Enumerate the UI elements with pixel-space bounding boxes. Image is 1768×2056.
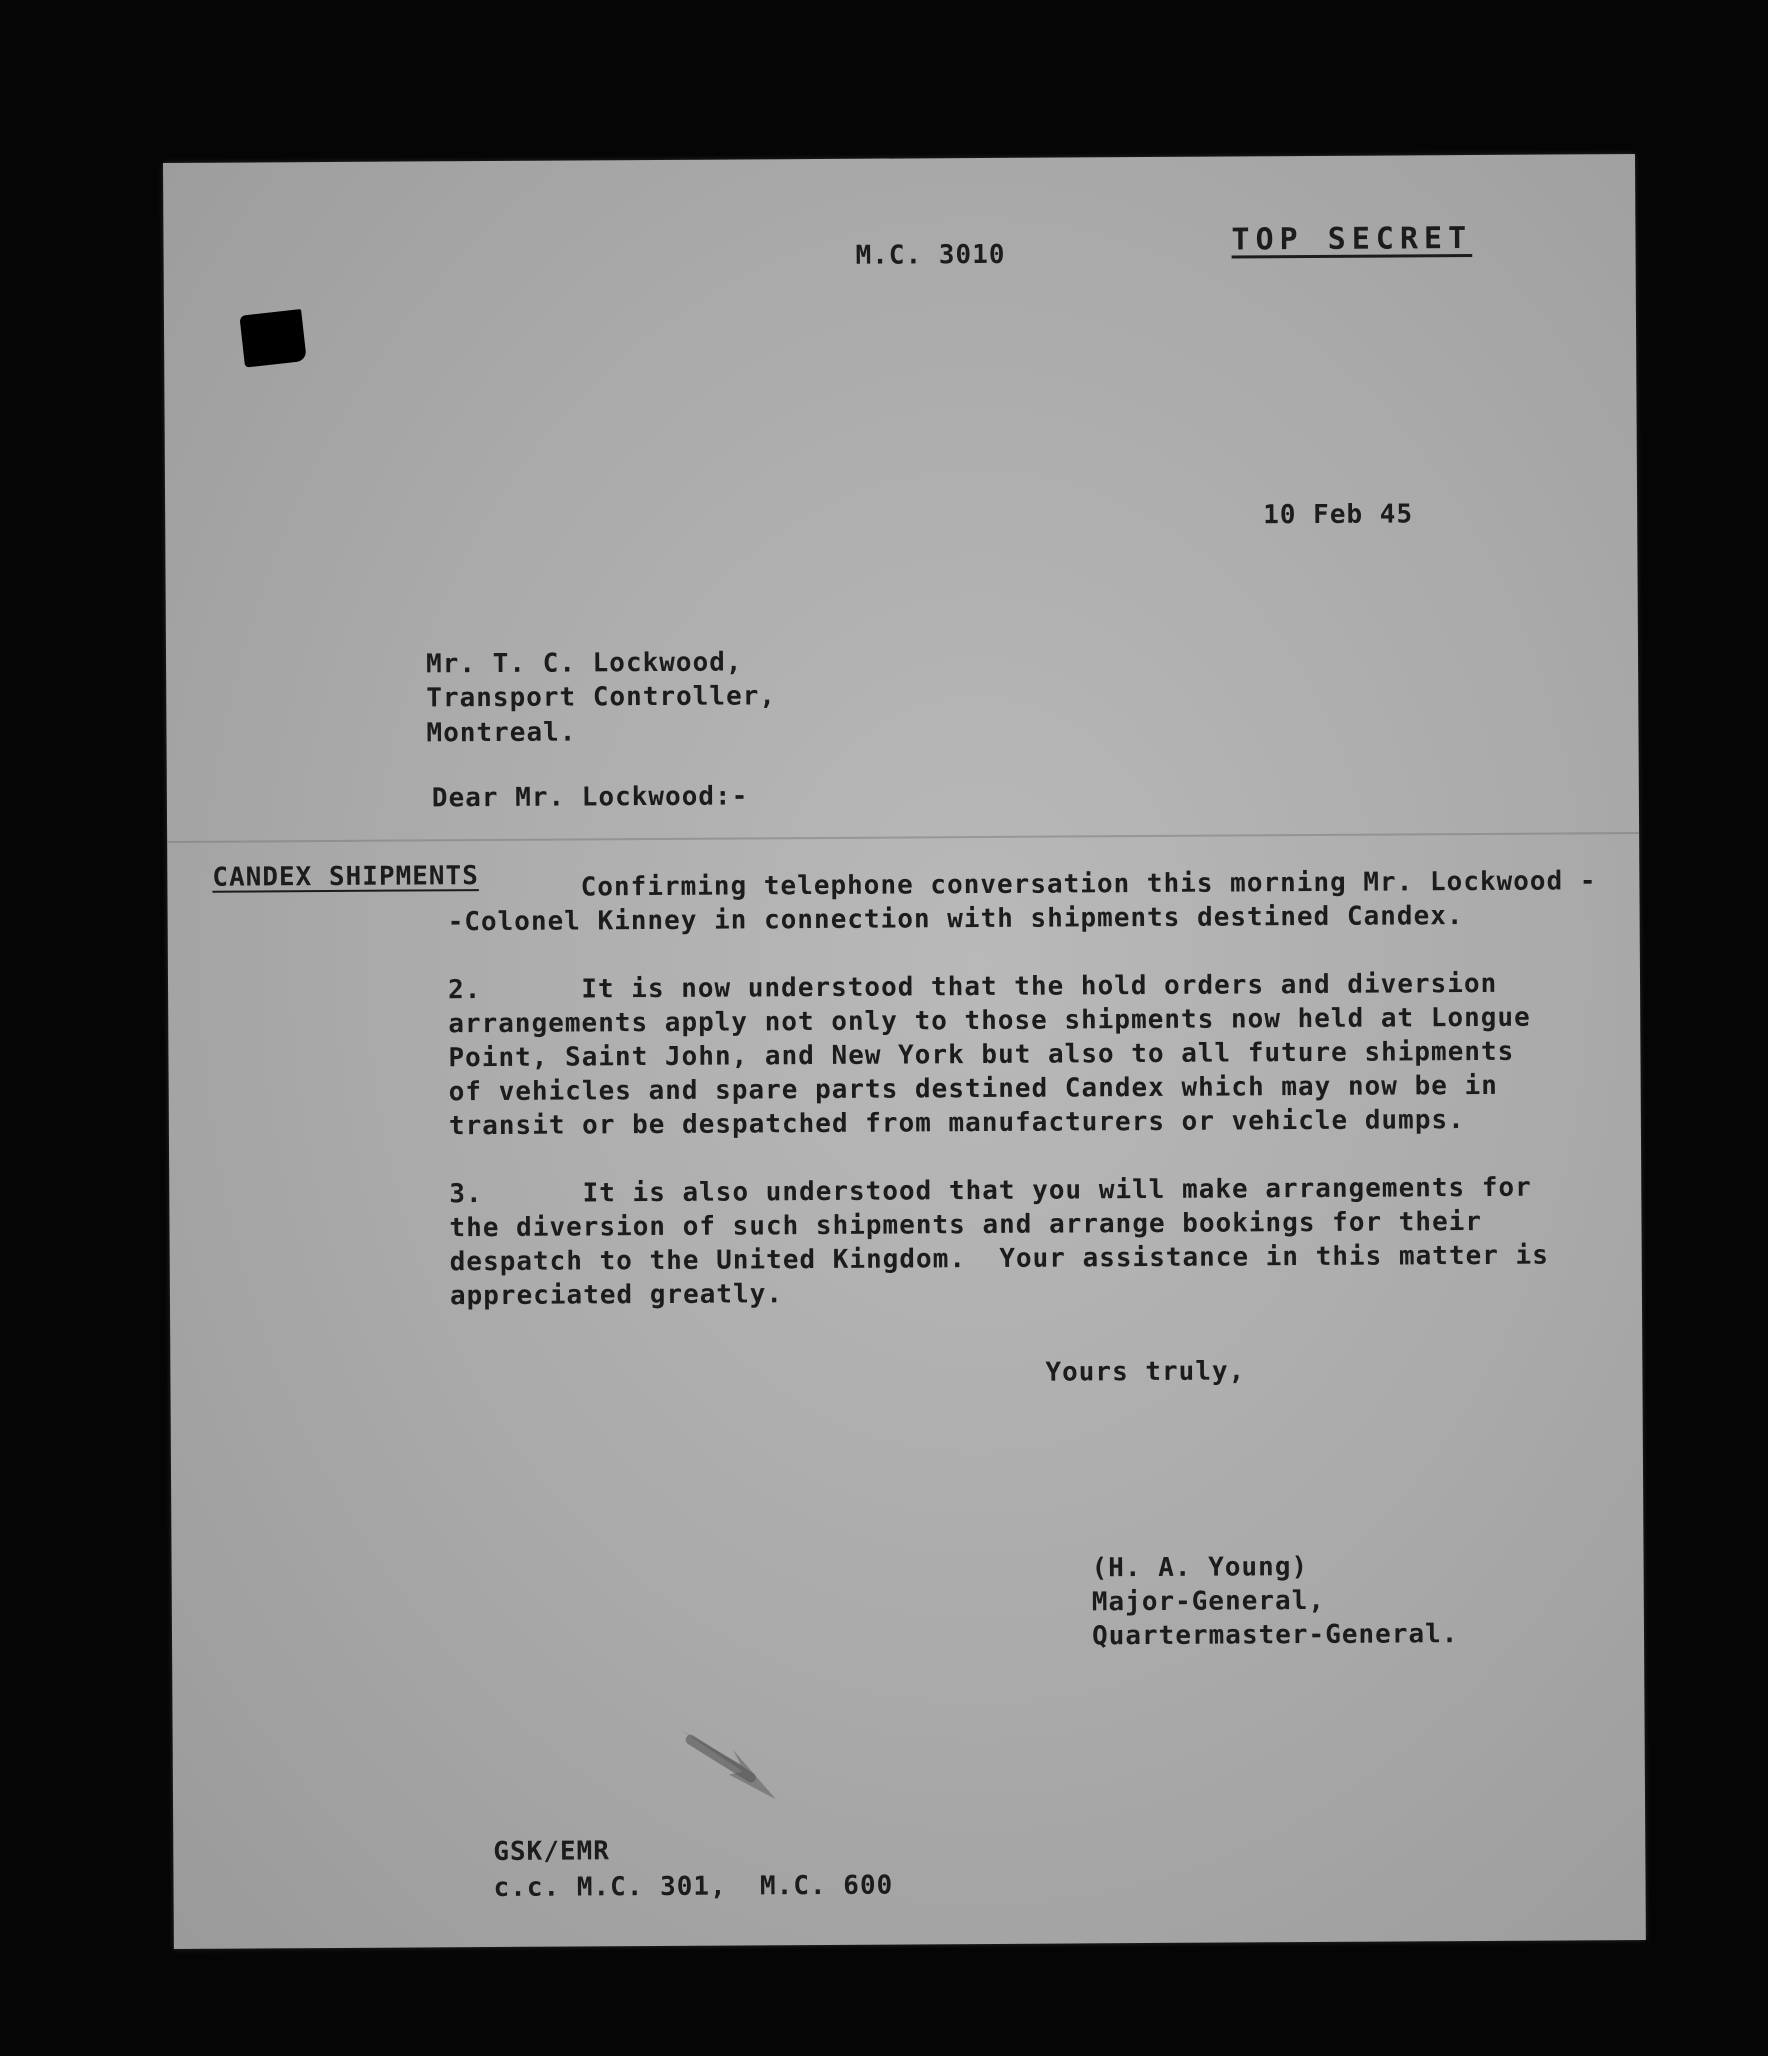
- paragraph-3-line-1: 3. It is also understood that you will make arrangements for: [449, 1172, 1532, 1210]
- reference-number: M.C. 3010: [855, 239, 1006, 271]
- paragraph-1-line-1: Confirming telephone conversation this morning Mr. Lockwood -: [447, 866, 1597, 904]
- page-fold-line: [167, 832, 1639, 843]
- signatory-rank: Major-General,: [1091, 1585, 1326, 1618]
- redaction-mark: [239, 309, 306, 368]
- paragraph-2-line-5: transit or be despatched from manufacturers or vehicle dumps.: [448, 1105, 1465, 1142]
- letter-page: [163, 154, 1646, 1949]
- paragraph-2-line-4: of vehicles and spare parts destined Candex which may now be in: [448, 1070, 1498, 1108]
- arrow-stamp-icon: [671, 1719, 792, 1815]
- recipient-city: Montreal.: [426, 717, 577, 749]
- classification-label: TOP SECRET: [1231, 221, 1473, 258]
- typist-initials: GSK/EMR: [493, 1836, 610, 1868]
- paragraph-3-line-4: appreciated greatly.: [449, 1279, 784, 1312]
- paragraph-2-line-1: 2. It is now understood that the hold orders and diversion: [447, 968, 1498, 1006]
- paragraph-2-line-3: Point, Saint John, and New York but also to all future shipments: [448, 1036, 1515, 1074]
- closing: Yours truly,: [1045, 1356, 1246, 1388]
- recipient-title: Transport Controller,: [426, 681, 777, 714]
- recipient-name: Mr. T. C. Lockwood,: [425, 647, 743, 680]
- paragraph-3-line-3: despatch to the United Kingdom. Your assistance in this matter is: [449, 1240, 1549, 1278]
- subject-heading: CANDEX SHIPMENTS: [212, 861, 479, 893]
- paragraph-2-line-2: arrangements apply not only to those shipments now held at Longue: [448, 1002, 1531, 1040]
- signatory-title: Quartermaster-General.: [1091, 1619, 1459, 1652]
- signatory-name: (H. A. Young): [1091, 1552, 1309, 1584]
- carbon-copy-line: c.c. M.C. 301, M.C. 600: [493, 1870, 894, 1904]
- letter-date: 10 Feb 45: [1263, 499, 1414, 531]
- paragraph-1-line-2: -Colonel Kinney in connection with shipments destined Candex.: [447, 901, 1464, 938]
- paragraph-3-line-2: the diversion of such shipments and arrange bookings for their: [449, 1206, 1483, 1244]
- salutation: Dear Mr. Lockwood:-: [431, 781, 749, 814]
